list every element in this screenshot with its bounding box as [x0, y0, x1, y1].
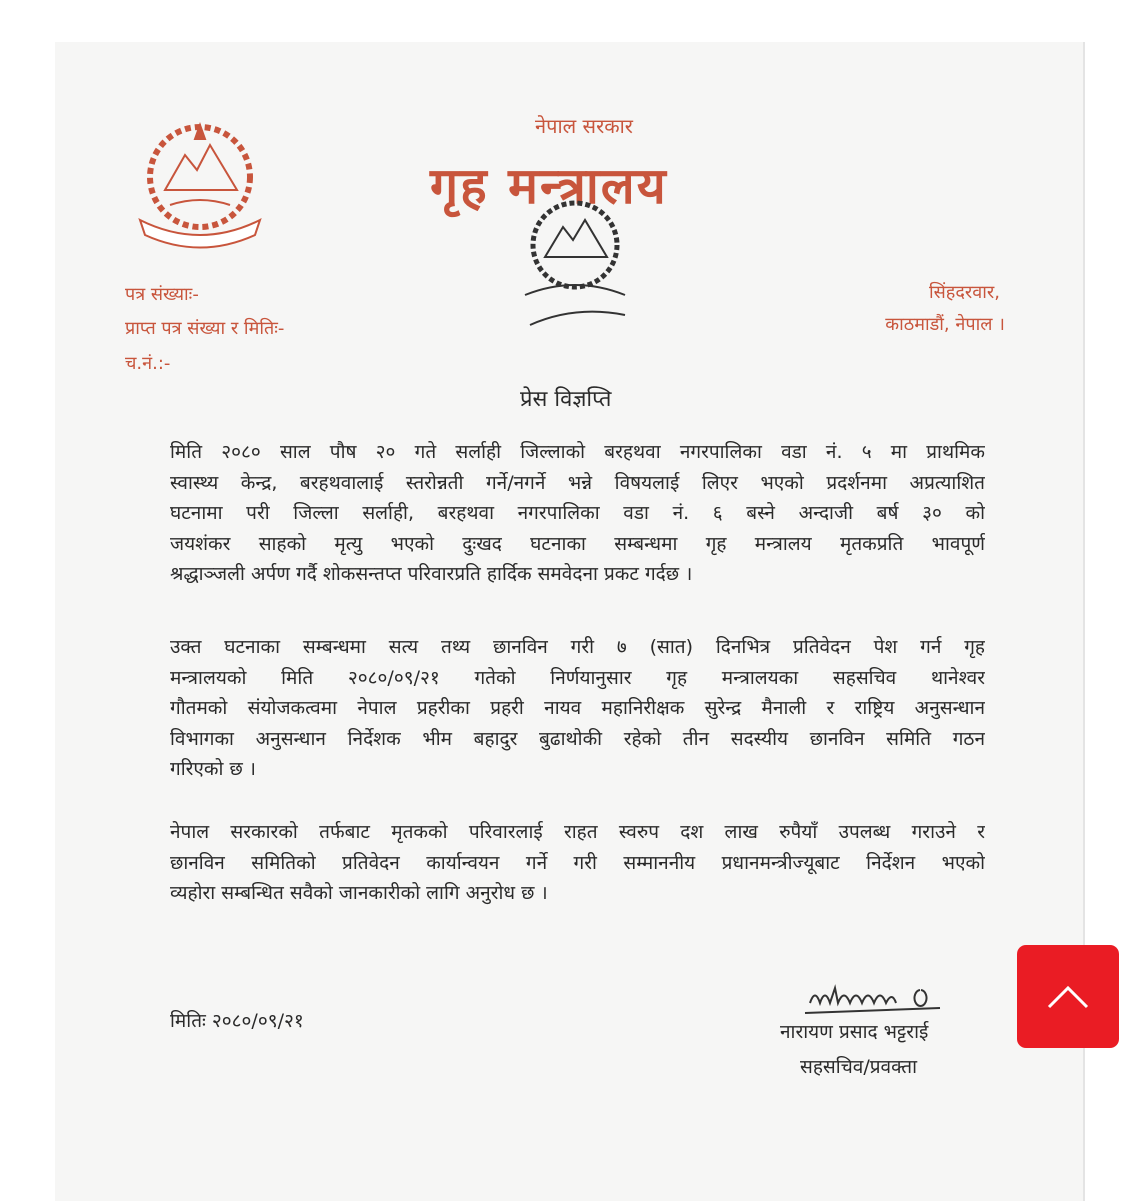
paragraph-line: नेपाल सरकारको तर्फबाट मृतकको परिवारलाई राहत स्वरुप दश लाख रुपैयाँ उपलब्ध गराउने र [170, 821, 985, 843]
address-line-1: सिंहदरवार, [928, 282, 1000, 303]
paragraph-3 [170, 817, 985, 909]
letter-number-label: पत्र संख्याः- [125, 284, 199, 305]
paragraph-line: गरिएको छ । [170, 758, 257, 780]
document-title: प्रेस विज्ञप्ति [520, 387, 612, 412]
paragraph-line: विभागका अनुसन्धान निर्देशक भीम बहादुर बुढाथोकी रहेको तीन सदस्यीय छानविन समिति गठन [170, 727, 985, 750]
dispatch-number-label: च.नं.:- [125, 353, 171, 374]
paragraph-line: घटनामा परी जिल्ला सर्लाही, बरहथवा नगरपालिका वडा नं. ६ बस्ने अन्दाजी बर्ष ३० को [170, 502, 985, 524]
scroll-to-top-button[interactable] [1017, 945, 1119, 1048]
paragraph-line: गौतमको संयोजकत्वमा नेपाल प्रहरीका प्रहरी नायव महानिरीक्षक सुरेन्द्र मैनाली र राष्ट्रिय अनुसन्धान [170, 697, 985, 719]
nepal-emblem-icon [125, 115, 275, 255]
chevron-up-icon [1046, 984, 1090, 1010]
paragraph-line: श्रद्धाञ्जली अर्पण गर्दै शोकसन्तप्त परिवारप्रति हार्दिक समवेदना प्रकट गर्दछ । [170, 563, 693, 585]
received-letter-label: प्राप्त पत्र संख्या र मितिः- [125, 318, 285, 339]
paragraph-line: स्वास्थ्य केन्द्र, बरहथवालाई स्तरोन्नती गर्ने/नगर्ने भन्ने विषयलाई लिएर भएको प्रदर्शनमा अप्रत्याशित [170, 471, 985, 494]
paragraph-line: जयशंकर साहको मृत्यु भएको दुःखद घटनाका सम्बन्धमा गृह मन्त्रालय मृतकप्रति भावपूर्ण [170, 532, 985, 555]
ministry-name: गृह मन्त्रालय [430, 157, 668, 215]
signature-icon [800, 978, 950, 1018]
issue-date: मितिः २०८०/०९/२१ [170, 1010, 304, 1032]
paragraph-1 [170, 437, 985, 590]
ministry-stamp-icon [505, 195, 645, 345]
address-line-2: काठमाडौं, नेपाल । [885, 314, 1005, 335]
government-name: नेपाल सरकार [535, 114, 633, 138]
paragraph-line: मन्त्रालयको मिति २०८०/०९/२१ गतेको निर्णयानुसार गृह मन्त्रालयका सहसचिव थानेश्वर [170, 666, 985, 689]
signatory-name: नारायण प्रसाद भट्टराई [780, 1021, 929, 1043]
paragraph-line: छानविन समितिको प्रतिवेदन कार्यान्वयन गर्ने गरी सम्माननीय प्रधानमन्त्रीज्यूबाट निर्देशन भएको [170, 851, 985, 874]
paragraph-line: व्यहोरा सम्बन्धित सवैको जानकारीको लागि अनुरोध छ । [170, 882, 548, 904]
paragraph-2 [170, 632, 985, 785]
paragraph-line: उक्त घटनाका सम्बन्धमा सत्य तथ्य छानविन गरी ७ (सात) दिनभित्र प्रतिवेदन पेश गर्न गृह [170, 636, 985, 658]
signatory-designation: सहसचिव/प्रवक्ता [800, 1056, 918, 1078]
paragraph-line: मिति २०८० साल पौष २० गते सर्लाही जिल्लाको बरहथवा नगरपालिका वडा नं. ५ मा प्राथमिक [170, 441, 985, 463]
